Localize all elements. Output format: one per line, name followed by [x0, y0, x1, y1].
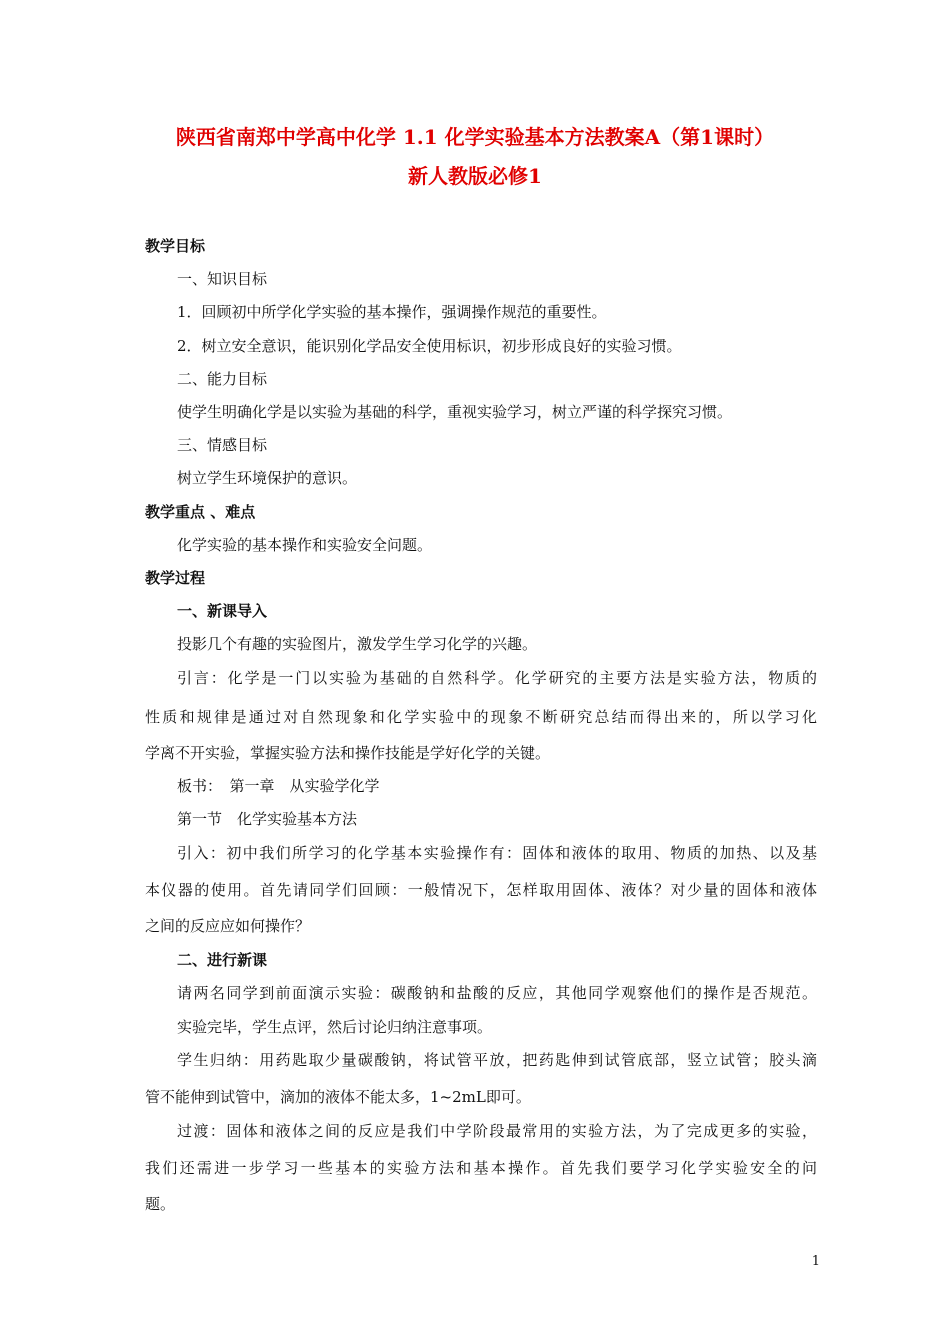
- summary-line-2: 管不能伸到试管中，滴加的液体不能太多，1~2mL即可。: [145, 1088, 531, 1106]
- process-heading: 教学过程: [145, 569, 206, 587]
- quote-line-2: 性质和规律是通过对自然现象和化学实验中的现象不断研究总结而得出来的，所以学习化: [145, 708, 817, 726]
- knowledge-heading: 一、知识目标: [177, 270, 268, 288]
- ability-heading: 二、能力目标: [177, 370, 268, 388]
- lead-line-1: 引入：初中我们所学习的化学基本实验操作有：固体和液体的取用、物质的加热、以及基: [177, 844, 817, 862]
- keypoints-heading: 教学重点 、难点: [145, 503, 256, 521]
- review-text: 实验完毕，学生点评，然后讨论归纳注意事项。: [177, 1018, 493, 1036]
- document-title-line1: 陕西省南郑中学高中化学 1.1 化学实验基本方法教案A（第1课时）: [175, 125, 775, 149]
- intro-text: 投影几个有趣的实验图片，激发学生学习化学的兴趣。: [177, 635, 538, 653]
- ability-text: 使学生明确化学是以实验为基础的科学，重视实验学习，树立严谨的科学探究习惯。: [177, 403, 733, 421]
- transition-line-2: 我们还需进一步学习一些基本的实验方法和基本操作。首先我们要学习化学实验安全的问: [145, 1159, 817, 1177]
- section-line: 第一节 化学实验基本方法: [177, 810, 358, 828]
- quote-line-1: 引言：化学是一门以实验为基础的自然科学。化学研究的主要方法是实验方法，物质的: [177, 669, 817, 687]
- emotion-heading: 三、情感目标: [177, 436, 268, 454]
- page-number: 1: [811, 1254, 820, 1269]
- keypoints-text: 化学实验的基本操作和实验安全问题。: [177, 536, 433, 554]
- intro-heading: 一、新课导入: [177, 602, 268, 620]
- transition-line-1: 过渡：固体和液体之间的反应是我们中学阶段最常用的实验方法，为了完成更多的实验，: [177, 1122, 817, 1140]
- new-lesson-heading: 二、进行新课: [177, 951, 268, 969]
- emotion-text: 树立学生环境保护的意识。: [177, 469, 358, 487]
- knowledge-item-2: 2．树立安全意识，能识别化学品安全使用标识，初步形成良好的实验习惯。: [177, 337, 682, 355]
- demo-text: 请两名同学到前面演示实验：碳酸钠和盐酸的反应，其他同学观察他们的操作是否规范。: [177, 984, 817, 1002]
- summary-line-1: 学生归纳：用药匙取少量碳酸钠，将试管平放，把药匙伸到试管底部，竖立试管；胶头滴: [177, 1051, 817, 1069]
- lead-line-2: 本仪器的使用。首先请同学们回顾：一般情况下，怎样取用固体、液体？对少量的固体和液体: [145, 881, 817, 899]
- lead-line-3: 之间的反应应如何操作？: [145, 917, 311, 935]
- document-title-line2: 新人教版必修1: [408, 164, 542, 188]
- quote-line-3: 学离不开实验，掌握实验方法和操作技能是学好化学的关键。: [145, 744, 551, 762]
- knowledge-item-1: 1．回顾初中所学化学实验的基本操作，强调操作规范的重要性。: [177, 303, 607, 321]
- transition-line-3: 题。: [145, 1195, 176, 1213]
- objectives-heading: 教学目标: [145, 237, 206, 255]
- board-line: 板书： 第一章 从实验学化学: [177, 777, 380, 795]
